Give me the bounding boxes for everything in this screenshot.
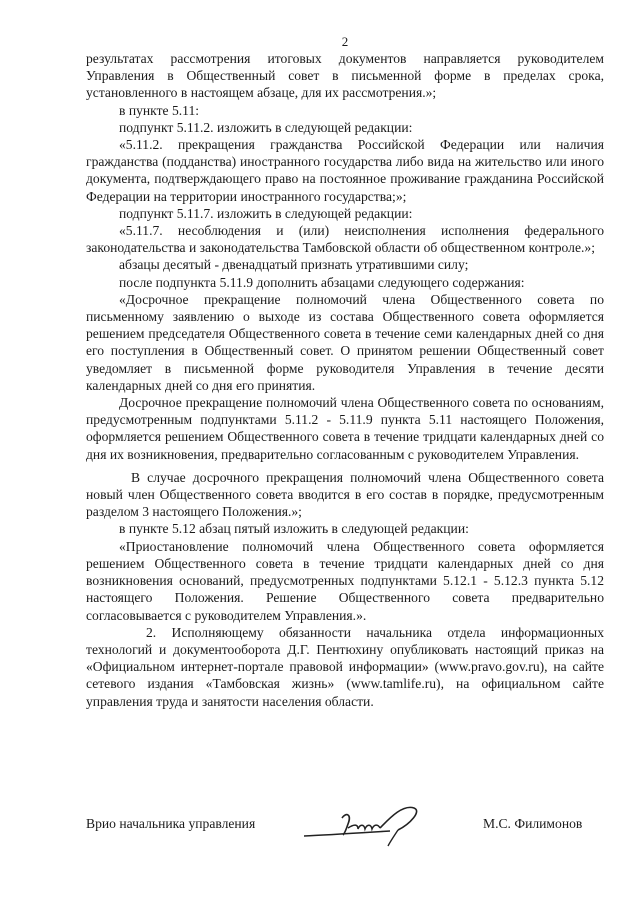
paragraph: «Приостановление полномочий члена Общественного совета оформляется решением Общественного совета в течение тридцати календарных дней со дня возникновения оснований, предусмотренных подпунктами 5.12.1 - 5.12.3 пункта 5.12 настоящего Положения. Решение Общественного совета предварительно согласовывается с руководителем Управления.». [86, 538, 604, 623]
paragraph: «5.11.2. прекращения гражданства Российской Федерации или наличия гражданства (подданства) иностранного государства либо вида на жительство или иного документа, подтверждающего право на постоянное проживание гражданина Российской Федерации на территории иностранного государства;»; [86, 137, 604, 204]
paragraph: абзацы десятый - двенадцатый признать утратившими силу; [119, 257, 469, 273]
signatory-title: Врио начальника управления [86, 816, 256, 831]
paragraph: «Досрочное прекращение полномочий члена Общественного совета по письменному заявлению о выходе из состава Общественного совета оформляется решением председателя Общественного совета в течение семи календарных дней со дня его поступления в Общественный совет. О принятом решении Общественный совет уведомляет в письменной форме руководителя Управления в течение десяти календарных дней со дня его принятия. [86, 291, 604, 393]
paragraph: В случае досрочного прекращения полномочий члена Общественного совета новый член Общественного совета вводится в его состав в порядке, предусмотренным разделом 3 настоящего Положения.»; [86, 469, 604, 520]
paragraph: в пункте 5.12 абзац пятый изложить в следующей редакции: [119, 521, 469, 537]
paragraph: после подпункта 5.11.9 дополнить абзацами следующего содержания: [119, 274, 525, 290]
handwritten-signature [298, 802, 438, 852]
page-number: 2 [341, 34, 349, 49]
signatory-name: М.С. Филимонов [483, 816, 583, 831]
paragraph: результатах рассмотрения итоговых документов направляется руководителем Управления в Общественный совет в письменной форме в пределах срока, установленного в настоящем абзаце, для их рассмотрения.»; [86, 51, 604, 101]
paragraph: Досрочное прекращение полномочий члена Общественного совета по основаниям, предусмотренным подпунктами 5.11.2 - 5.11.9 пункта 5.11 настоящего Положения, оформляется решением Общественного совета в течение тридцати календарных дней со дня их возникновения, предварительно согласованным с руководителем Управления. [86, 395, 604, 462]
document-body [86, 50, 604, 710]
paragraph: в пункте 5.11: [119, 102, 200, 118]
paragraph: подпункт 5.11.2. изложить в следующей редакции: [119, 119, 413, 135]
paragraph: «5.11.7. несоблюдения и (или) неисполнения исполнения федерального законодательства и законодательства Тамбовской области об общественном контроле.»; [86, 223, 604, 256]
paragraph: подпункт 5.11.7. изложить в следующей редакции: [119, 205, 413, 221]
paragraph: 2. Исполняющему обязанности начальника отдела информационных технологий и документооборота Д.Г. Пентюхину опубликовать настоящий приказ на «Официальном интернет-портале правовой информации» (www.pravo.gov.ru), на сайте сетевого издания «Тамбовская жизнь» (www.tamlife.ru), на официальном сайте управления труда и занятости населения области. [86, 624, 604, 709]
